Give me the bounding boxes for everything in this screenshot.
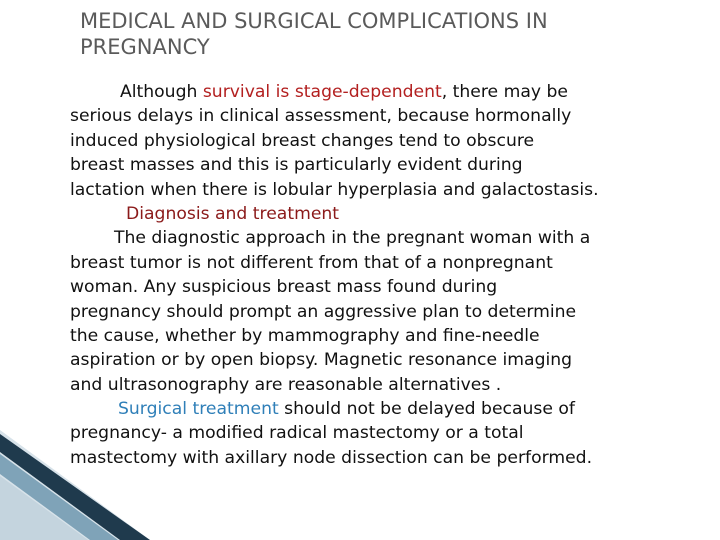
paragraph-1-line: breast masses and this is particularly evident during bbox=[70, 155, 523, 176]
paragraph-3-line: mastectomy with axillary node dissection can be performed. bbox=[70, 447, 593, 468]
paragraph-1-line: serious delays in clinical assessment, because hormonally bbox=[70, 106, 572, 127]
slide-title-line-1: MEDICAL AND SURGICAL COMPLICATIONS IN bbox=[80, 9, 548, 33]
highlight-survival: survival is stage-dependent bbox=[202, 82, 442, 102]
paragraph-2-line: and ultrasonography are reasonable alternatives . bbox=[70, 374, 502, 395]
paragraph-2-line: pregnancy should prompt an aggressive plan to determine bbox=[70, 301, 577, 322]
paragraph-2-line: woman. Any suspicious breast mass found during bbox=[70, 277, 498, 298]
paragraph-2-line: the cause, whether by mammography and fine-needle bbox=[70, 325, 540, 346]
paragraph-1-line: induced physiological breast changes tend to obscure bbox=[70, 130, 535, 151]
paragraph-1-line: lactation when there is lobular hyperplasia and galactostasis. bbox=[70, 179, 599, 200]
highlight-surgical-treatment: Surgical treatment bbox=[118, 399, 279, 420]
slide-title-line-2: PREGNANCY bbox=[80, 35, 210, 59]
corner-decoration bbox=[0, 430, 150, 540]
section-heading-diagnosis: Diagnosis and treatment bbox=[126, 203, 340, 224]
paragraph-3-line: Surgical treatment should not be delayed because of bbox=[118, 399, 575, 420]
slide-body bbox=[70, 80, 720, 470]
paragraph-2-line: breast tumor is not different from that of a nonpregnant bbox=[70, 252, 553, 273]
paragraph-1-line: Although survival is stage-dependent, there may be bbox=[120, 82, 568, 102]
paragraph-2-line: aspiration or by open biopsy. Magnetic resonance imaging bbox=[70, 350, 573, 371]
slide-title bbox=[80, 8, 640, 60]
paragraph-2-line: The diagnostic approach in the pregnant woman with a bbox=[114, 228, 591, 249]
paragraph-3-line: pregnancy- a modified radical mastectomy or a total bbox=[70, 423, 524, 444]
